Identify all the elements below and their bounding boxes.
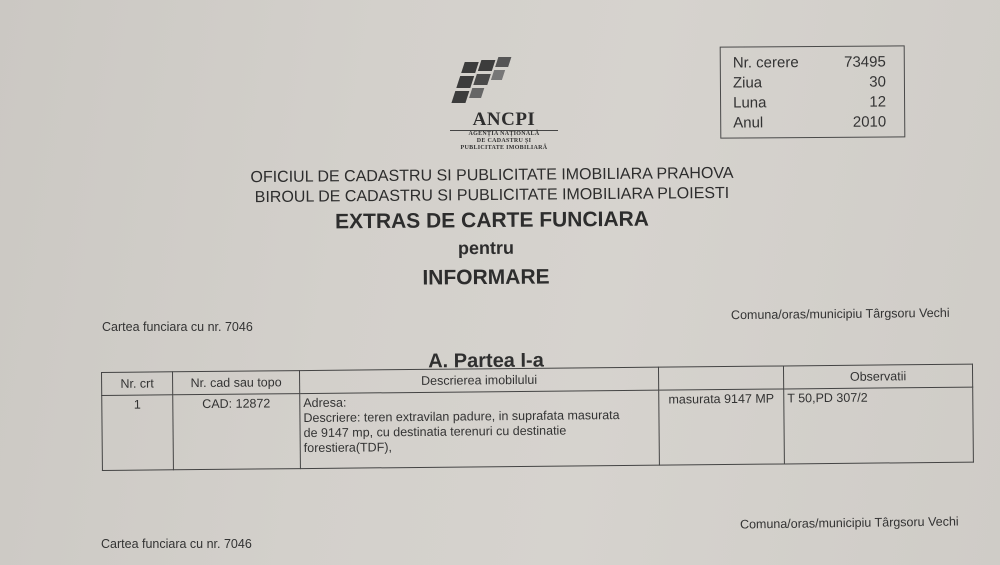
ancpi-logo — [446, 52, 561, 162]
request-number-label: Nr. cerere — [732, 54, 799, 72]
description-line: forestiera(TDF), — [303, 440, 393, 456]
month-row — [733, 92, 886, 113]
year-label: Anul — [733, 114, 764, 132]
cell-nr-cad: CAD: 12872 — [173, 394, 301, 470]
office-name: OFICIUL DE CADASTRU SI PUBLICITATE IMOBILIARA PRAHOVA — [250, 164, 734, 187]
property-table — [101, 364, 974, 471]
header-description: Descrierea imobilului — [299, 367, 658, 393]
logo-subtitle-line: AGENȚIA NAȚIONALĂ — [468, 131, 540, 137]
section-title: A. Partea I-a — [428, 349, 544, 373]
description-line: Descriere: teren extravilan padure, in suprafata masurata — [303, 408, 620, 426]
request-number-value: 73495 — [844, 53, 886, 71]
locality-page2: Comuna/oras/municipiu Târgsoru Vechi — [739, 514, 959, 532]
year-row — [733, 112, 886, 133]
logo-text — [450, 110, 558, 152]
day-row — [733, 72, 886, 93]
month-value: 12 — [869, 93, 887, 111]
document-title: EXTRAS DE CARTE FUNCIARA — [334, 207, 650, 234]
document-for: pentru — [457, 237, 515, 259]
cell-description — [300, 390, 660, 468]
table-row — [102, 387, 974, 470]
year-value: 2010 — [852, 113, 887, 131]
cell-nr-crt: 1 — [102, 395, 174, 471]
header-nr-crt: Nr. crt — [102, 372, 173, 396]
day-label: Ziua — [732, 74, 763, 92]
document-purpose: INFORMARE — [422, 265, 550, 290]
bureau-name: BIROUL DE CADASTRU SI PUBLICITATE IMOBILIARA PLOIESTI — [254, 184, 730, 207]
day-value: 30 — [869, 73, 886, 91]
cell-area: masurata 9147 MP — [659, 389, 785, 465]
month-label: Luna — [733, 94, 767, 112]
header-area — [658, 366, 783, 390]
ancpi-emblem-icon — [446, 52, 561, 112]
request-number-row — [733, 52, 886, 73]
land-book-number-page2: Cartea funciara cu nr. 7046 — [101, 537, 252, 551]
description-line: Adresa: — [303, 395, 347, 411]
logo-subtitle-line: DE CADASTRU ȘI — [476, 138, 532, 144]
logo-name: ANCPI — [450, 110, 558, 131]
locality: Comuna/oras/municipiu Târgsoru Vechi — [730, 305, 950, 323]
logo-subtitle-line: PUBLICITATE IMOBILIARĂ — [460, 145, 548, 151]
land-book-number: Cartea funciara cu nr. 7046 — [102, 320, 253, 334]
cell-observations: T 50,PD 307/2 — [784, 387, 974, 464]
request-info-box — [720, 45, 906, 138]
header-observations: Observatii — [783, 364, 972, 389]
header-nr-cad: Nr. cad sau topo — [173, 371, 300, 395]
description-line: de 9147 mp, cu destinatia terenuri cu destinatie — [303, 423, 567, 441]
